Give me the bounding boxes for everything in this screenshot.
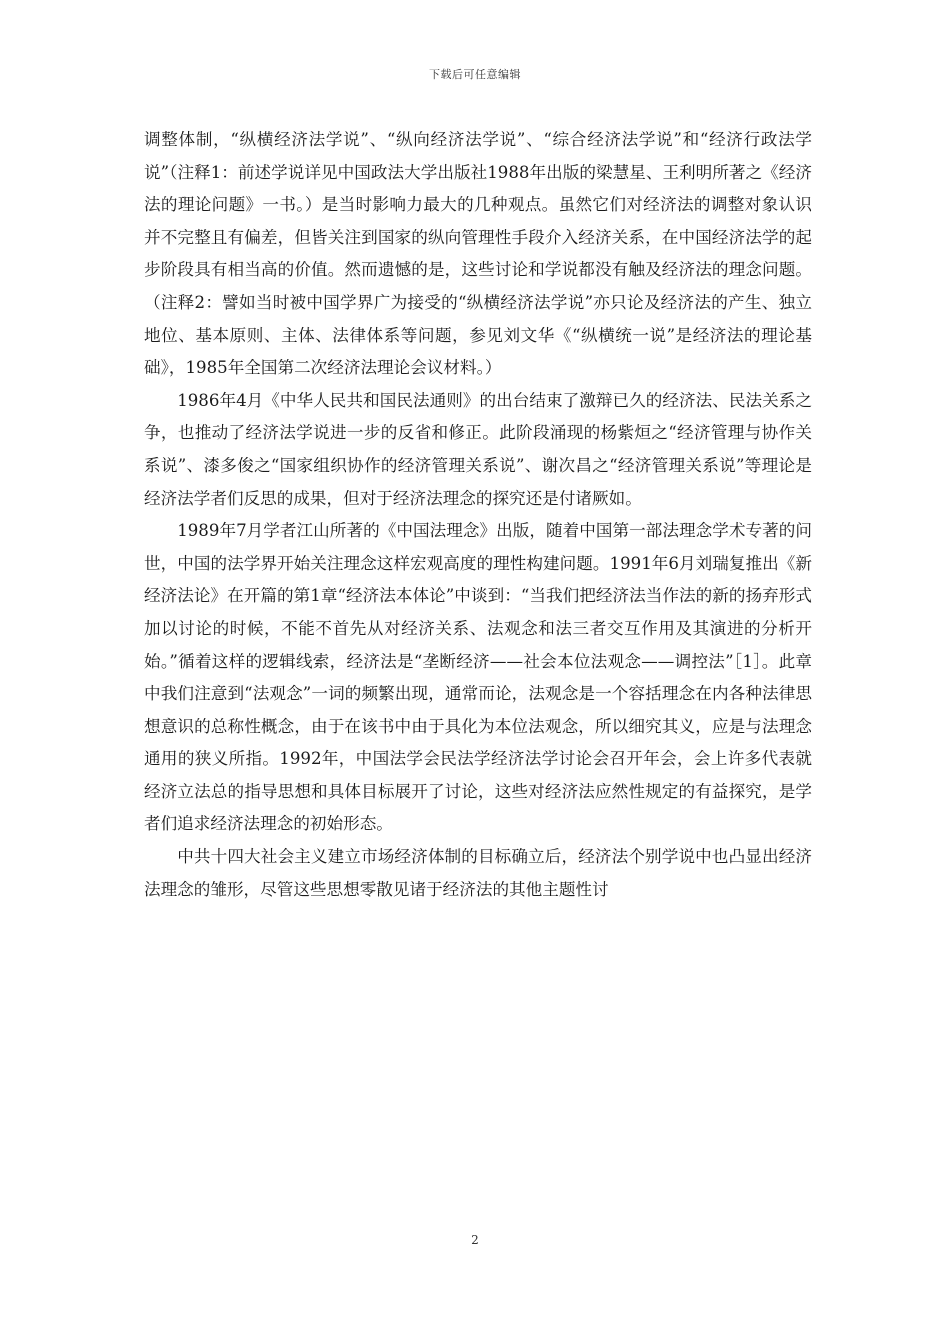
paragraph-civil-law-1986: 1986年4月《中华人民共和国民法通则》的出台结束了激辩已久的经济法、民法关系之争，也推动了经济法学说进一步的反省和修正。此阶段涌现的杨紫烜之“经济管理与协作关系说”、漆多俊之“国家组织协作的经济管理关系说”、谢次昌之“经济管理关系说”等理论是经济法学者们反思的成果，但对于经济法理念的探究还是付诸厥如。 — [144, 390, 812, 508]
page-header: 下载后可任意编辑 — [429, 68, 521, 81]
paragraph-continued: 调整体制，“纵横经济法学说”、“纵向经济法学说”、“综合经济法学说”和“经济行政法学说”（注释1：前述学说详见中国政法大学出版社1988年出版的梁慧星、王利明所著之《经济法的理论问题》一书。）是当时影响力最大的几种观点。虽然它们对经济法的调整对象认识并不完整且有偏差，但皆关注到国家的纵向管理性手段介入经济关系，在中国经济法学的起步阶段具有相当高的价值。然而遗憾的是，这些讨论和学说都没有触及经济法的理念问题。（注释2：譬如当时被中国学界广为接受的“纵横经济法学说”亦只论及经济法的产生、独立地位、基本原则、主体、法律体系等问题，参见刘文华《“纵横统一说”是经济法的理论基础》，1985年全国第二次经济法理论会议材料。） — [144, 130, 812, 378]
page-number: 2 — [471, 1233, 479, 1247]
document-body — [144, 124, 812, 906]
paragraph-market-economy: 中共十四大社会主义建立市场经济体制的目标确立后，经济法个别学说中也凸显出经济法理念的雏形，尽管这些思想零散见诸于经济法的其他主题性讨 — [144, 847, 812, 899]
paragraph-legal-concept-1989: 1989年7月学者江山所著的《中国法理念》出版，随着中国第一部法理念学术专著的问世，中国的法学界开始关注理念这样宏观高度的理性构建问题。1991年6月刘瑞复推出《新经济法论》在开篇的第1章“经济法本体论”中谈到：“当我们把经济法当作法的新的扬弃形式加以讨论的时候，不能不首先从对经济关系、法观念和法三者交互作用及其演进的分析开始。”循着这样的逻辑线索，经济法是“垄断经济——社会本位法观念——调控法”［1］。此章中我们注意到“法观念”一词的频繁出现，通常而论，法观念是一个容括理念在内各种法律思想意识的总称性概念，由于在该书中由于具化为本位法观念，所以细究其义，应是与法理念通用的狭义所指。1992年，中国法学会民法学经济法学讨论会召开年会，会上许多代表就经济立法总的指导思想和具体目标展开了讨论，这些对经济法应然性规定的有益探究，是学者们追求经济法理念的初始形态。 — [144, 521, 812, 834]
